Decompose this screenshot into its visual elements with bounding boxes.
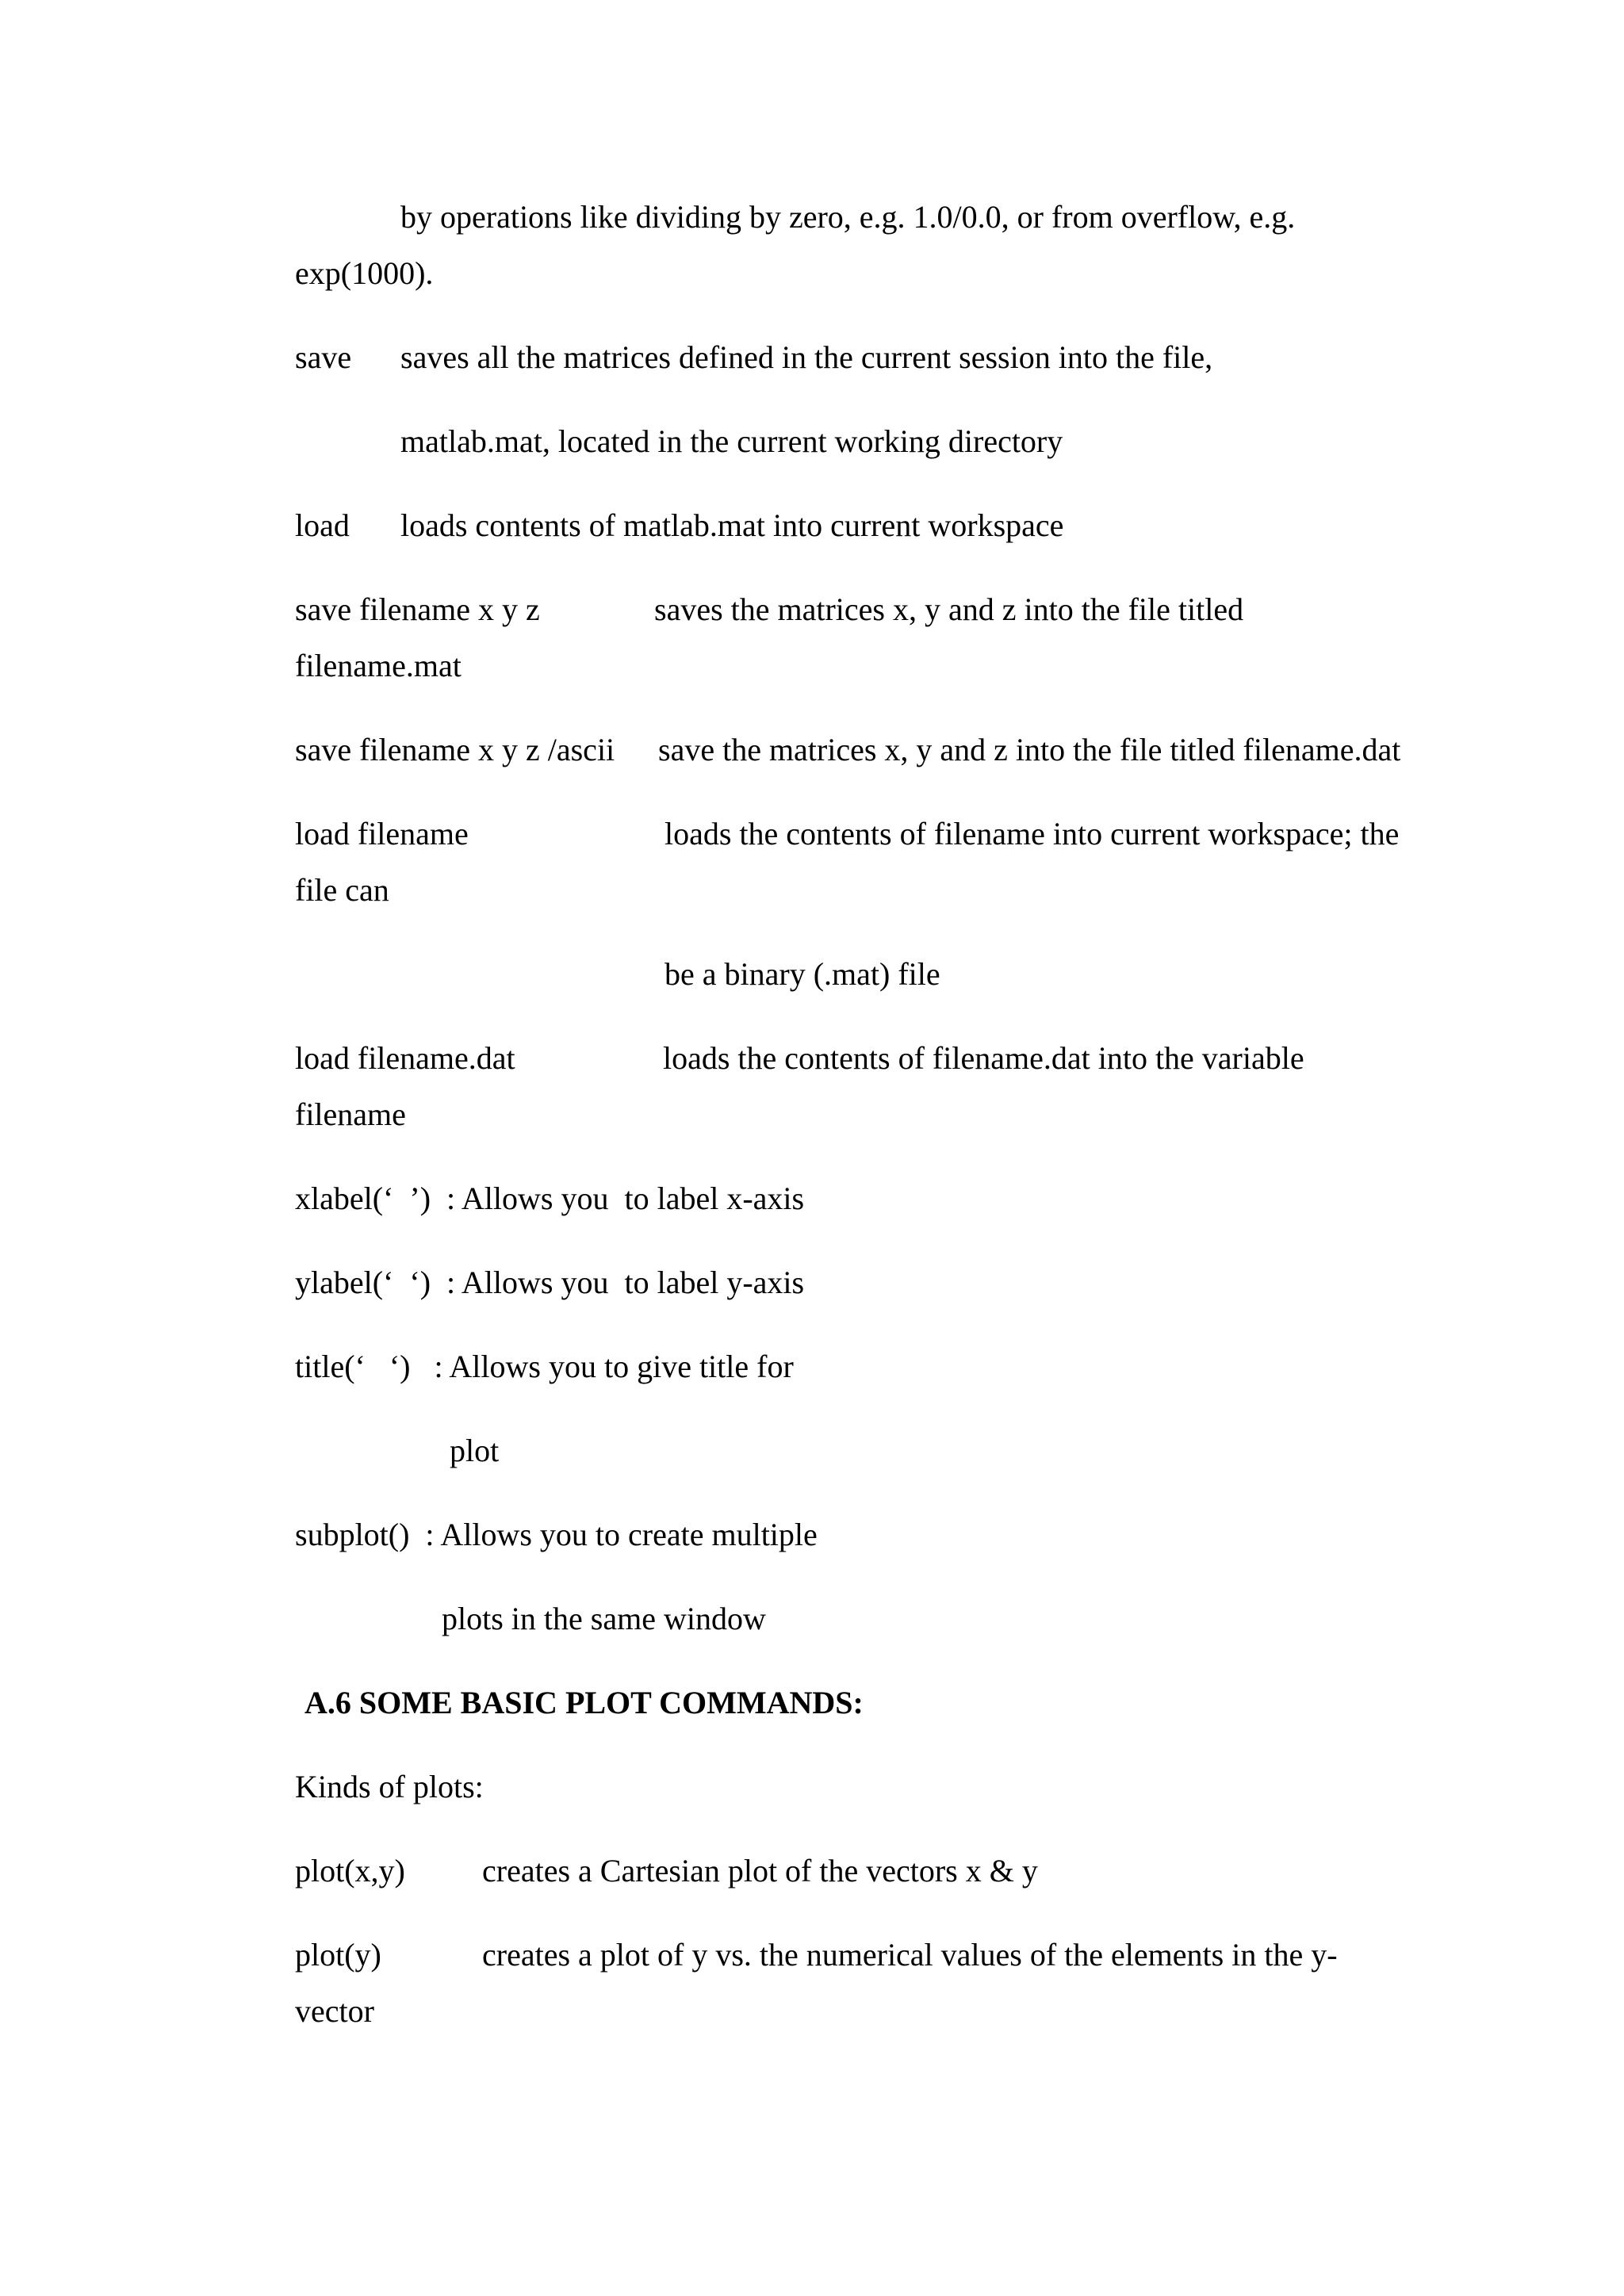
ylabel-entry: ylabel(‘ ‘) : Allows you to label y-axis [295,1265,805,1300]
kinds-of-plots-label: Kinds of plots: [295,1769,484,1804]
description-plot-xy: creates a Cartesian plot of the vectors x & y [482,1853,1038,1888]
description-load: loads contents of matlab.mat into current workspace [400,507,1064,543]
xlabel-entry: xlabel(‘ ’) : Allows you to label x-axis [295,1181,805,1216]
section-heading: A.6 SOME BASIC PLOT COMMANDS: [304,1685,864,1720]
description-save-ascii: save the matrices x, y and z into the file titled filename.dat [658,732,1401,767]
description-load-filename: loads the contents of filename into current workspace; the [665,816,1400,851]
text-line: exp(1000). [295,255,434,291]
command-save-ascii: save filename x y z /ascii [295,732,615,767]
description-plot-y: creates a plot of y vs. the numerical values of the elements in the y- [482,1937,1338,1973]
command-save: save [295,339,352,375]
subplot-entry-cont: plots in the same window [442,1601,766,1636]
text-line: by operations like dividing by zero, e.g. 1.0/0.0, or from overflow, e.g. [400,199,1296,235]
description-plot-y-cont: vector [295,1993,374,2029]
description-save-filename: saves the matrices x, y and z into the file titled [654,591,1244,627]
description-save-filename-cont: filename.mat [295,648,462,683]
subplot-entry: subplot() : Allows you to create multiple [295,1517,818,1552]
command-load-dat: load filename.dat [295,1040,515,1076]
description-load-filename-cont: file can [295,872,389,908]
title-entry: title(‘ ‘) : Allows you to give title for [295,1349,794,1384]
title-entry-cont: plot [450,1433,500,1468]
description-load-dat-cont: filename [295,1096,406,1132]
description-save: saves all the matrices defined in the current session into the file, [400,339,1213,375]
command-save-filename: save filename x y z [295,591,540,627]
command-plot-xy: plot(x,y) [295,1853,405,1888]
description-save-cont: matlab.mat, located in the current working directory [400,423,1063,459]
command-load: load [295,507,350,543]
command-plot-y: plot(y) [295,1937,381,1973]
description-load-dat: loads the contents of filename.dat into the variable [663,1040,1304,1076]
description-load-filename-cont2: be a binary (.mat) file [665,956,940,992]
command-load-filename: load filename [295,816,469,851]
